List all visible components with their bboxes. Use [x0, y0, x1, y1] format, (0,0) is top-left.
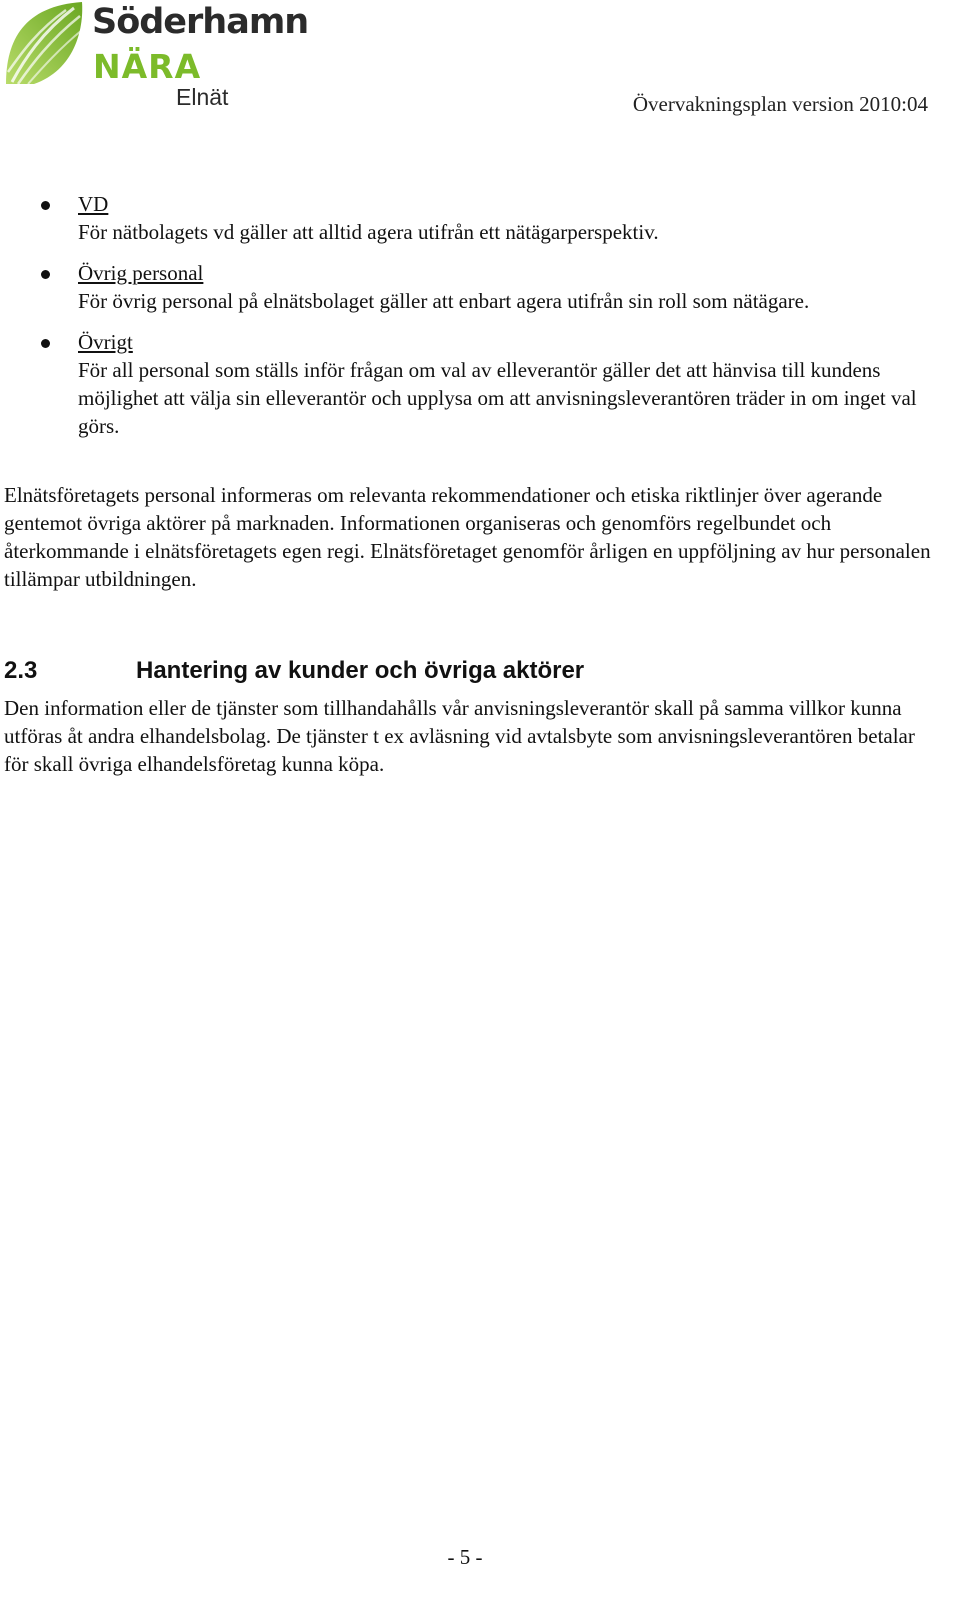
section-title: Hantering av kunder och övriga aktörer: [136, 657, 585, 684]
role-title: Övrigt: [78, 330, 133, 354]
section-body: Den information eller de tjänster som tillhandahålls vår anvisningsleverantör skall på samma villkor kunna utföras åt andra elhandelsbolag. De tjänster t ex avläsning vid avtalsbyte som anvisningsleverantören betalar för skall övriga elhandelsföretag kunna köpa.: [4, 696, 915, 776]
page-number: - 5 -: [447, 1545, 483, 1569]
list-item: [0, 190, 930, 246]
bullet-icon: [41, 270, 50, 279]
list-item: [0, 259, 930, 315]
role-description: För övrig personal på elnätsbolaget gäller att enbart agera utifrån sin roll som nätägare.: [78, 289, 810, 313]
role-description: För all personal som ställs inför frågan om val av elleverantör gäller det att hänvisa till kundens möjlighet att välja sin elleverantör och upplysa om att anvisningsleverantören träder in om inget val görs.: [78, 358, 917, 438]
role-title: Övrig personal: [78, 261, 204, 285]
role-title: VD: [78, 192, 109, 216]
list-item: [0, 328, 930, 440]
section-heading: [4, 656, 924, 686]
leaf-logo-icon: [4, 0, 88, 86]
roles-list: [0, 190, 930, 453]
logo-unit-name: Elnät: [176, 84, 229, 110]
role-description: För nätbolagets vd gäller att alltid agera utifrån ett nätägarperspektiv.: [78, 220, 659, 244]
logo-brand-name: Söderhamn: [92, 2, 309, 42]
training-paragraph: Elnätsföretagets personal informeras om relevanta rekommendationer och etiska riktlinjer över agerande gentemot övriga aktörer på marknaden. Informationen organiseras och genomförs regelbundet och återkommande i elnätsföretagets egen regi. Elnätsföretaget genomför årligen en uppföljning av hur personalen tillämpar utbildningen.: [4, 483, 931, 591]
logo-tagline: NÄRA: [93, 47, 202, 86]
bullet-icon: [41, 339, 50, 348]
bullet-icon: [41, 201, 50, 210]
document-version: Övervakningsplan version 2010:04: [632, 92, 928, 116]
section-number: 2.3: [4, 657, 38, 684]
